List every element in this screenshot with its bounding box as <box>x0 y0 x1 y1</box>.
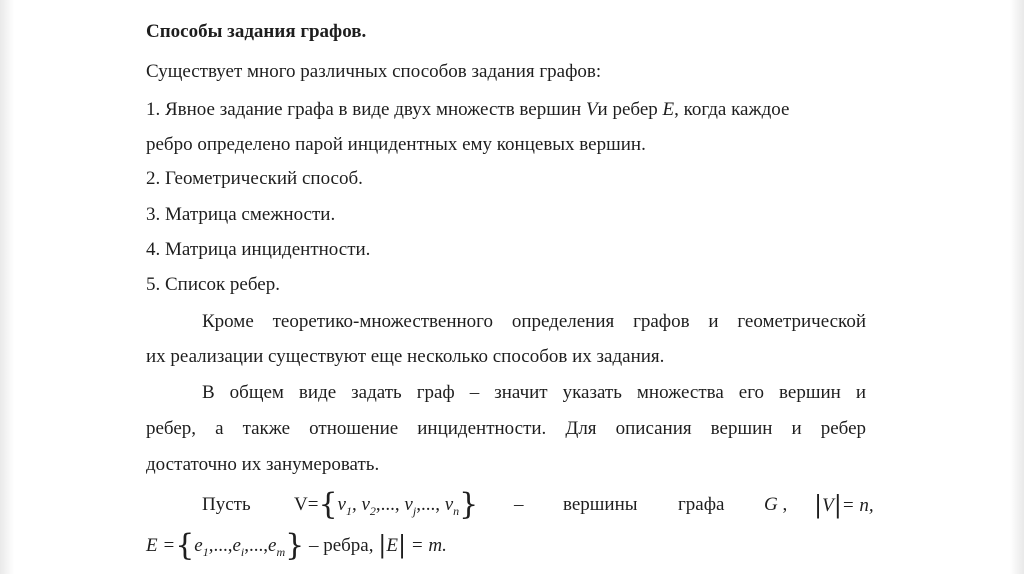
list-number: 2. <box>146 168 161 189</box>
subscript-1: 1 <box>345 504 352 518</box>
subscript-2: 2 <box>369 504 376 518</box>
equals-n: = n, <box>841 495 874 516</box>
ellipsis: ,..., <box>244 535 268 556</box>
ellipsis: ,..., <box>375 494 400 515</box>
vershiny-word: вершины <box>563 494 638 515</box>
g-symbol: G <box>764 494 778 515</box>
left-brace: { <box>318 487 338 522</box>
abs-bar: | <box>814 491 823 519</box>
list-text: Явное задание графа в виде двух множеств вершин <box>165 99 582 120</box>
right-brace: } <box>285 528 305 563</box>
math-v: V <box>585 99 598 120</box>
list-item-5 <box>146 273 280 297</box>
e-equals: E = <box>146 535 176 556</box>
v-symbol: V <box>822 495 834 516</box>
v-equals: V= <box>294 494 319 515</box>
list-item-2 <box>146 167 363 191</box>
math-e: E <box>662 99 675 120</box>
abs-bar: | <box>378 531 387 559</box>
paragraph-1-line-1: Кроме теоретико-множественного определения графов и геометрической <box>202 311 866 332</box>
list-number: 1. <box>146 99 161 120</box>
paragraph-2-line-3: достаточно их занумеровать. <box>146 454 380 475</box>
list-item-1 <box>146 98 789 122</box>
abs-bar: | <box>833 491 842 519</box>
ellipsis: ,..., <box>208 535 233 556</box>
list-number: 3. <box>146 204 161 225</box>
left-edge-shadow <box>0 0 14 574</box>
v-symbol: v <box>404 494 413 515</box>
graph-symbol <box>764 493 787 517</box>
list-text: Список ребер. <box>165 274 280 295</box>
list-text: , когда каждое <box>674 99 790 120</box>
e-symbol: e <box>232 535 241 556</box>
equals-m: = m. <box>410 535 447 556</box>
subscript-j: j <box>412 504 417 518</box>
paragraph-2-line-2: ребер, а также отношение инцидентности. Для описания вершин и ребер <box>146 418 866 439</box>
list-number: 4. <box>146 239 161 260</box>
formula-line-1 <box>202 487 874 525</box>
pust-word: Пусть <box>202 494 251 515</box>
dash: – <box>514 494 524 515</box>
document-page <box>146 0 874 574</box>
e-symbol: e <box>194 535 203 556</box>
right-edge-shadow <box>1010 0 1024 574</box>
list-text: и ребер <box>597 99 658 120</box>
paragraph-2-line-1: В общем виде задать граф – значит указать множества его вершин и <box>202 382 866 403</box>
vertex-count <box>814 493 874 518</box>
subscript-n: n <box>453 504 460 518</box>
section-title: Способы задания графов. <box>146 21 367 42</box>
comma: , <box>351 494 357 515</box>
comma: , <box>782 494 788 515</box>
rebra-word: – ребра, <box>308 535 374 556</box>
list-item-1-continuation: ребро определено парой инцидентных ему концевых вершин. <box>146 134 646 155</box>
paragraph-1-line-2: их реализации существуют еще несколько способов их задания. <box>146 346 665 367</box>
e-symbol: e <box>268 535 277 556</box>
formula-line-2 <box>146 528 447 564</box>
left-brace: { <box>175 528 195 563</box>
e-symbol: E <box>386 535 398 556</box>
list-text: Матрица инцидентности. <box>165 239 371 260</box>
subscript-1: 1 <box>202 545 209 559</box>
v-symbol: v <box>361 494 370 515</box>
subscript-m: m <box>276 545 286 559</box>
subscript-i: i <box>240 545 245 559</box>
list-item-3 <box>146 203 335 227</box>
grafa-word: графа <box>678 494 725 515</box>
list-text: Геометрический способ. <box>165 168 363 189</box>
list-text: Матрица смежности. <box>165 204 336 225</box>
list-item-4 <box>146 238 370 262</box>
intro-line: Существует много различных способов задания графов: <box>146 61 602 82</box>
abs-bar: | <box>397 531 407 559</box>
v-symbol: v <box>444 494 454 515</box>
right-brace: } <box>459 487 479 522</box>
list-number: 5. <box>146 274 161 295</box>
v-symbol: v <box>337 494 346 515</box>
vertex-set <box>294 487 479 523</box>
ellipsis: ,..., <box>416 494 440 515</box>
